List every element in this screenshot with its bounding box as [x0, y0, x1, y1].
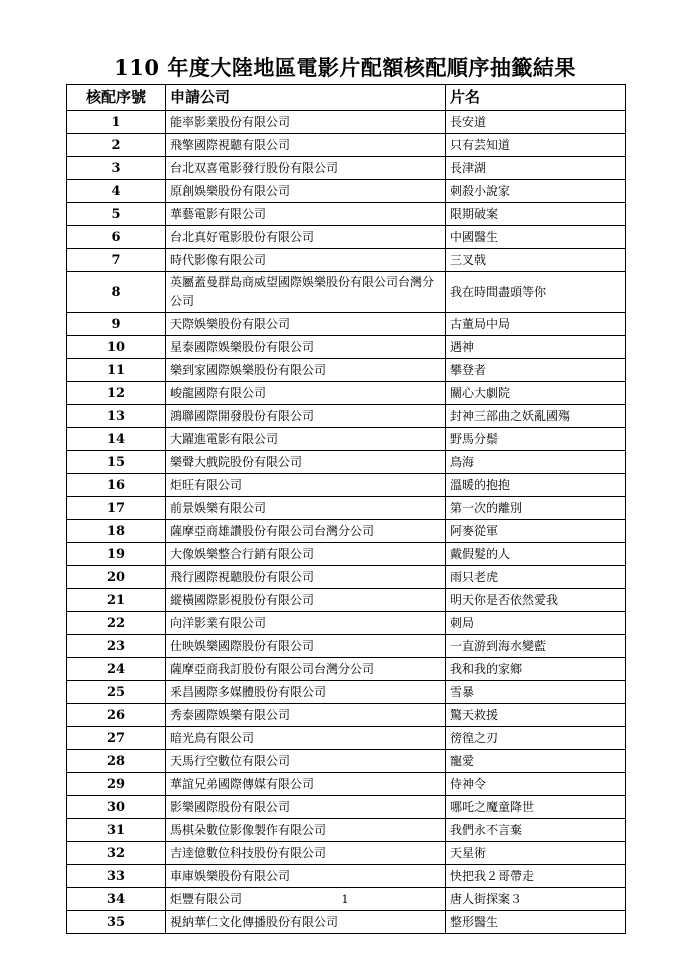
allocation-number-cell: 20 — [67, 566, 166, 589]
allocation-number-cell: 33 — [67, 865, 166, 888]
film-title-cell: 長安道 — [446, 111, 626, 134]
film-title-cell: 中國醫生 — [446, 226, 626, 249]
table-row — [67, 543, 626, 566]
company-cell: 炬豐有限公司 — [166, 888, 446, 911]
company-cell: 台北真好電影股份有限公司 — [166, 226, 446, 249]
film-title-cell: 明天你是否依然愛我 — [446, 589, 626, 612]
page-number: 1 — [341, 893, 349, 906]
film-title-cell: 只有芸知道 — [446, 134, 626, 157]
company-cell: 天馬行空數位有限公司 — [166, 750, 446, 773]
film-title-cell: 戴假髮的人 — [446, 543, 626, 566]
allocation-number-cell: 31 — [67, 819, 166, 842]
header-applicant-company: 申請公司 — [166, 85, 446, 111]
company-cell: 視納華仁文化傳播股份有限公司 — [166, 911, 446, 934]
table-row — [67, 180, 626, 203]
company-cell: 飛行國際視聽股份有限公司 — [166, 566, 446, 589]
allocation-number-cell: 12 — [67, 382, 166, 405]
film-title-cell: 三叉戟 — [446, 249, 626, 272]
table-row — [67, 727, 626, 750]
company-cell: 影樂國際股份有限公司 — [166, 796, 446, 819]
table-row — [67, 111, 626, 134]
company-cell: 暗光鳥有限公司 — [166, 727, 446, 750]
company-cell: 大躍進電影有限公司 — [166, 428, 446, 451]
allocation-number-cell: 11 — [67, 359, 166, 382]
film-title-cell: 長津湖 — [446, 157, 626, 180]
allocation-number-cell: 8 — [67, 272, 166, 313]
film-title-cell: 第一次的離別 — [446, 497, 626, 520]
film-title-cell: 一直游到海水變藍 — [446, 635, 626, 658]
film-title-cell: 封神三部曲之妖亂國殤 — [446, 405, 626, 428]
film-title-cell: 溫暖的抱抱 — [446, 474, 626, 497]
table-row — [67, 911, 626, 934]
film-title-cell: 快把我２哥帶走 — [446, 865, 626, 888]
table-row — [67, 203, 626, 226]
allocation-number-cell: 10 — [67, 336, 166, 359]
allocation-number-cell: 18 — [67, 520, 166, 543]
allocation-number-cell: 14 — [67, 428, 166, 451]
allocation-number-cell: 15 — [67, 451, 166, 474]
film-title-cell: 關心大劇院 — [446, 382, 626, 405]
film-title-cell: 古董局中局 — [446, 313, 626, 336]
company-cell: 薩摩亞商雄讚股份有限公司台灣分公司 — [166, 520, 446, 543]
film-title-cell: 侍神令 — [446, 773, 626, 796]
company-cell: 飛擎國際視聽有限公司 — [166, 134, 446, 157]
table-row — [67, 658, 626, 681]
allocation-number-cell: 5 — [67, 203, 166, 226]
company-cell: 前景娛樂有限公司 — [166, 497, 446, 520]
company-cell: 鴻聯國際開發股份有限公司 — [166, 405, 446, 428]
film-title-cell: 刺局 — [446, 612, 626, 635]
allocation-number-cell: 19 — [67, 543, 166, 566]
film-title-cell: 寵愛 — [446, 750, 626, 773]
allocation-number-cell: 4 — [67, 180, 166, 203]
table-row — [67, 842, 626, 865]
allocation-number-cell: 17 — [67, 497, 166, 520]
table-row — [67, 819, 626, 842]
film-title-cell: 整形醫生 — [446, 911, 626, 934]
allocation-number-cell: 30 — [67, 796, 166, 819]
allocation-number-cell: 32 — [67, 842, 166, 865]
company-cell: 英屬蓋曼群島商威望國際娛樂股份有限公司台灣分公司 — [166, 272, 446, 313]
film-title-cell: 雪暴 — [446, 681, 626, 704]
table-row — [67, 474, 626, 497]
company-cell: 天際娛樂股份有限公司 — [166, 313, 446, 336]
company-cell: 樂聲大戲院股份有限公司 — [166, 451, 446, 474]
company-cell: 仕映娛樂國際股份有限公司 — [166, 635, 446, 658]
company-cell: 能率影業股份有限公司 — [166, 111, 446, 134]
film-title-cell: 我和我的家鄉 — [446, 658, 626, 681]
company-cell: 向洋影業有限公司 — [166, 612, 446, 635]
table-header-row — [67, 85, 626, 111]
table-row — [67, 428, 626, 451]
table-row — [67, 566, 626, 589]
allocation-number-cell: 28 — [67, 750, 166, 773]
film-title-cell: 天星術 — [446, 842, 626, 865]
allocation-number-cell: 2 — [67, 134, 166, 157]
company-cell: 秀泰國際娛樂有限公司 — [166, 704, 446, 727]
table-row — [67, 382, 626, 405]
company-cell: 星泰國際娛樂股份有限公司 — [166, 336, 446, 359]
table-row — [67, 520, 626, 543]
film-title-cell: 徬徨之刃 — [446, 727, 626, 750]
film-title-cell: 阿麥從軍 — [446, 520, 626, 543]
table-row — [67, 497, 626, 520]
film-title-cell: 唐人街探案３ — [446, 888, 626, 911]
company-cell: 車庫娛樂股份有限公司 — [166, 865, 446, 888]
company-cell: 樂到家國際娛樂股份有限公司 — [166, 359, 446, 382]
film-title-cell: 雨只老虎 — [446, 566, 626, 589]
table-row — [67, 635, 626, 658]
allocation-number-cell: 27 — [67, 727, 166, 750]
film-title-cell: 刺殺小說家 — [446, 180, 626, 203]
allocation-number-cell: 26 — [67, 704, 166, 727]
allocation-number-cell: 24 — [67, 658, 166, 681]
film-title-cell: 攀登者 — [446, 359, 626, 382]
table-row — [67, 336, 626, 359]
allocation-number-cell: 23 — [67, 635, 166, 658]
allocation-number-cell: 25 — [67, 681, 166, 704]
company-cell: 時代影像有限公司 — [166, 249, 446, 272]
table-row — [67, 249, 626, 272]
company-cell: 華誼兄弟國際傳媒有限公司 — [166, 773, 446, 796]
allocation-number-cell: 6 — [67, 226, 166, 249]
allocation-number-cell: 3 — [67, 157, 166, 180]
header-allocation-number: 核配序號 — [67, 85, 166, 111]
table-row — [67, 750, 626, 773]
allocation-table — [66, 84, 626, 934]
table-row — [67, 773, 626, 796]
film-title-cell: 我在時間盡頭等你 — [446, 272, 626, 313]
table-row — [67, 359, 626, 382]
header-film-title: 片名 — [446, 85, 626, 111]
table-row — [67, 157, 626, 180]
table-row — [67, 134, 626, 157]
table-row — [67, 796, 626, 819]
table-row — [67, 313, 626, 336]
film-title-cell: 我們永不言棄 — [446, 819, 626, 842]
allocation-number-cell: 35 — [67, 911, 166, 934]
company-cell: 馬棋朵數位影像製作有限公司 — [166, 819, 446, 842]
company-cell: 縱橫國際影視股份有限公司 — [166, 589, 446, 612]
table-row — [67, 612, 626, 635]
allocation-number-cell: 29 — [67, 773, 166, 796]
company-cell: 炬旺有限公司 — [166, 474, 446, 497]
company-cell: 薩摩亞商我訂股份有限公司台灣分公司 — [166, 658, 446, 681]
film-title-cell: 哪吒之魔童降世 — [446, 796, 626, 819]
allocation-number-cell: 9 — [67, 313, 166, 336]
company-cell: 釆昌國際多媒體股份有限公司 — [166, 681, 446, 704]
table-row — [67, 589, 626, 612]
company-cell: 大像娛樂整合行銷有限公司 — [166, 543, 446, 566]
allocation-number-cell: 16 — [67, 474, 166, 497]
company-cell: 華藝電影有限公司 — [166, 203, 446, 226]
company-cell: 峻龍國際有限公司 — [166, 382, 446, 405]
allocation-number-cell: 34 — [67, 888, 166, 911]
allocation-number-cell: 1 — [67, 111, 166, 134]
table-row — [67, 272, 626, 313]
table-row — [67, 405, 626, 428]
table-row — [67, 226, 626, 249]
film-title-cell: 野馬分鬃 — [446, 428, 626, 451]
table-row — [67, 865, 626, 888]
table-body — [67, 111, 626, 934]
film-title-cell: 限期破案 — [446, 203, 626, 226]
allocation-number-cell: 21 — [67, 589, 166, 612]
allocation-number-cell: 7 — [67, 249, 166, 272]
table-row — [67, 704, 626, 727]
film-title-cell: 遇神 — [446, 336, 626, 359]
allocation-number-cell: 22 — [67, 612, 166, 635]
table-row — [67, 451, 626, 474]
table-row — [67, 681, 626, 704]
company-cell: 台北双喜電影發行股份有限公司 — [166, 157, 446, 180]
film-title-cell: 鳥海 — [446, 451, 626, 474]
film-title-cell: 驚天救援 — [446, 704, 626, 727]
document-title: 110 年度大陸地區電影片配額核配順序抽籤結果 — [114, 55, 576, 80]
company-cell: 原創娛樂股份有限公司 — [166, 180, 446, 203]
company-cell: 吉逹億數位科技股份有限公司 — [166, 842, 446, 865]
allocation-number-cell: 13 — [67, 405, 166, 428]
